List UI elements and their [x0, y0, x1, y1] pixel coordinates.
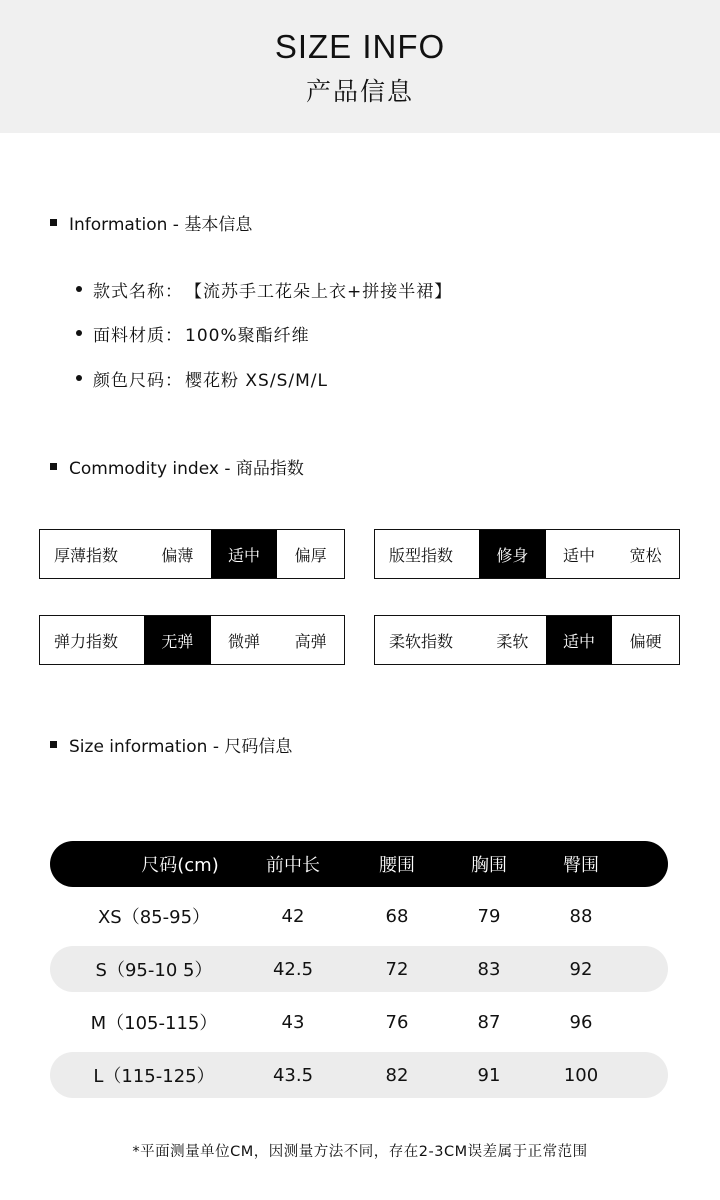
table-cell: 42: [281, 905, 305, 927]
index-name: 柔软指数: [389, 631, 454, 651]
size-table-header: [50, 841, 668, 887]
table-cell: 82: [385, 1064, 409, 1086]
thickness-index: [39, 529, 345, 579]
info-value: 樱花粉 XS/S/M/L: [185, 370, 328, 391]
column-header: 腰围: [379, 855, 415, 876]
column-header: 胸围: [471, 855, 507, 876]
table-cell: M（105-115）: [90, 1013, 218, 1034]
index-option: 偏硬: [629, 631, 662, 651]
table-cell: 79: [477, 905, 501, 927]
table-row: [50, 893, 668, 939]
table-cell: S（95-10 5）: [95, 960, 213, 981]
information-section-title: [50, 210, 252, 234]
info-label: 款式名称：: [93, 281, 183, 302]
table-cell: 87: [477, 1011, 501, 1033]
fit-index: [374, 529, 680, 579]
index-name: 版型指数: [389, 545, 454, 565]
index-option: 适中: [563, 545, 596, 565]
commodity-section-title: [50, 454, 304, 478]
index-option-selected: 适中: [546, 616, 613, 664]
softness-index: [374, 615, 680, 665]
title-english: SIZE INFO: [274, 28, 446, 65]
title-chinese: 产品信息: [305, 77, 414, 106]
footnote: *平面测量单位CM，因测量方法不同，存在2-3CM误差属于正常范围: [132, 1144, 588, 1160]
table-row: [50, 946, 668, 992]
info-item-color-size: [76, 366, 328, 390]
dot-bullet-icon: [76, 330, 82, 336]
table-cell: XS（85-95）: [97, 907, 211, 928]
square-bullet-icon: [50, 219, 57, 226]
elasticity-index: [39, 615, 345, 665]
table-cell: 72: [385, 958, 409, 980]
table-cell: 96: [569, 1011, 593, 1033]
info-label: 面料材质：: [93, 325, 183, 346]
table-cell: 42.5: [272, 958, 314, 980]
table-cell: 43.5: [272, 1064, 314, 1086]
table-cell: 91: [477, 1064, 501, 1086]
index-option-selected: 无弹: [144, 616, 211, 664]
table-cell: 43: [281, 1011, 305, 1033]
index-option: 偏厚: [294, 545, 327, 565]
table-cell: 88: [569, 905, 593, 927]
index-name: 弹力指数: [54, 631, 119, 651]
table-cell: 68: [385, 905, 409, 927]
index-option: 柔软: [496, 631, 529, 651]
size-title-text: Size information - 尺码信息: [69, 736, 293, 757]
column-header: 前中长: [266, 855, 320, 876]
column-header: 臀围: [563, 855, 599, 876]
information-title-text: Information - 基本信息: [69, 214, 253, 235]
square-bullet-icon: [50, 741, 57, 748]
table-cell: 83: [477, 958, 501, 980]
table-row: [50, 999, 668, 1045]
info-item-style-name: [76, 277, 452, 301]
index-option: 宽松: [629, 545, 662, 565]
index-name: 厚薄指数: [54, 545, 119, 565]
table-row: [50, 1052, 668, 1098]
page-header: [0, 0, 720, 133]
table-cell: L（115-125）: [93, 1066, 215, 1087]
info-item-material: [76, 321, 310, 345]
index-option-selected: 适中: [211, 530, 278, 578]
index-option-selected: 修身: [479, 530, 546, 578]
size-section-title: [50, 732, 292, 756]
table-cell: 76: [385, 1011, 409, 1033]
table-cell: 100: [563, 1064, 599, 1086]
info-value: 【流苏手工花朵上衣+拼接半裙】: [185, 281, 453, 302]
index-option: 微弹: [228, 631, 261, 651]
dot-bullet-icon: [76, 375, 82, 381]
commodity-title-text: Commodity index - 商品指数: [69, 458, 304, 479]
square-bullet-icon: [50, 463, 57, 470]
info-value: 100%聚酯纤维: [185, 325, 310, 346]
column-header: 尺码(cm): [141, 855, 219, 876]
index-option: 高弹: [294, 631, 327, 651]
index-option: 偏薄: [161, 545, 194, 565]
dot-bullet-icon: [76, 286, 82, 292]
info-label: 颜色尺码：: [93, 370, 183, 391]
table-cell: 92: [569, 958, 593, 980]
